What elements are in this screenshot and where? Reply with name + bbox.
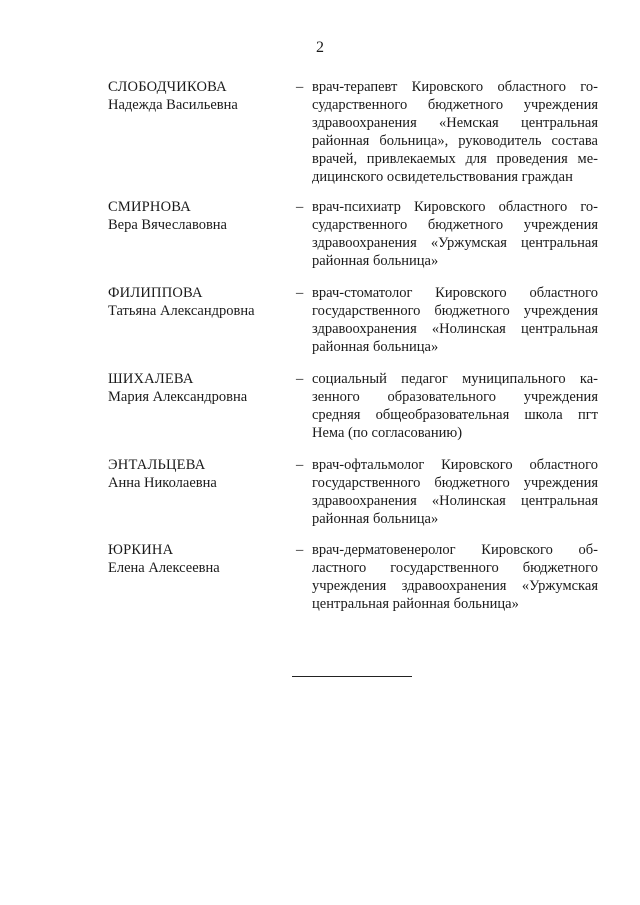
person-name-block xyxy=(108,78,293,114)
person-given-name: Татьяна Александровна xyxy=(108,303,255,319)
person-name-block xyxy=(108,541,293,577)
person-given-name: Надежда Васильевна xyxy=(108,97,238,113)
person-name-block xyxy=(108,198,293,234)
person-name-block xyxy=(108,456,293,492)
person-role: врач-офтальмолог Кировского областного государственного бюджетного учреждения здравоохранения «Нолинская центральная районная больница» xyxy=(312,457,598,527)
person-given-name: Елена Алексеевна xyxy=(108,560,220,576)
person-role: врач-стоматолог Кировского областного государственного бюджетного учреждения здравоохранения «Нолинская центральная районная больница» xyxy=(312,285,598,355)
person-surname: ФИЛИППОВА xyxy=(108,285,203,301)
entry-dash: – xyxy=(296,79,304,95)
entry-dash: – xyxy=(296,457,304,473)
person-role: врач-психиатр Кировского областного государственного бюджетного учреждения здравоохранения «Уржумская центральная районная больница» xyxy=(312,199,598,269)
entry-dash: – xyxy=(296,371,304,387)
person-given-name: Вера Вячеславовна xyxy=(108,217,227,233)
person-surname: ШИХАЛЕВА xyxy=(108,371,194,387)
person-role: врач-дерматовенеролог Кировского областного государственного бюджетного учреждения здравоохранения «Уржумская центральная районная больница» xyxy=(312,542,598,612)
end-of-list-divider xyxy=(292,676,412,677)
person-name-block xyxy=(108,370,293,406)
person-surname: СЛОБОДЧИКОВА xyxy=(108,79,227,95)
person-given-name: Анна Николаевна xyxy=(108,475,217,491)
entry-dash: – xyxy=(296,542,304,558)
person-role: социальный педагог муниципального казенного образовательного учреждения средняя общеобразовательная школа пгт Нема (по согласованию) xyxy=(312,371,598,441)
person-surname: СМИРНОВА xyxy=(108,199,191,215)
person-surname: ЮРКИНА xyxy=(108,542,174,558)
person-name-block xyxy=(108,284,293,320)
entry-dash: – xyxy=(296,199,304,215)
person-given-name: Мария Александровна xyxy=(108,389,248,405)
entry-dash: – xyxy=(296,285,304,301)
person-surname: ЭНТАЛЬЦЕВА xyxy=(108,457,206,473)
page-number: 2 xyxy=(316,39,324,56)
person-role: врач-терапевт Кировского областного государственного бюджетного учреждения здравоохранения «Немская центральная районная больница», руководитель состава врачей, привлекаемых для проведения медицинского освидетельствования граждан xyxy=(312,79,598,185)
